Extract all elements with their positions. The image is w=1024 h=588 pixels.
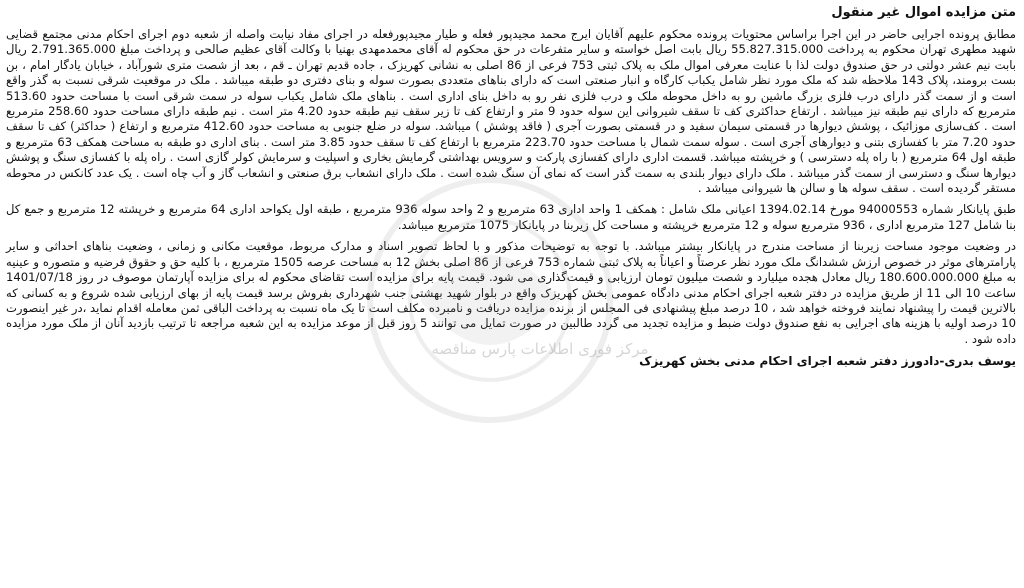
document-title: متن مزایده اموال غیر منقول [831,5,1016,20]
paragraph-completion-certificate: طبق پایانکار شماره 94000553 مورخ 1394.02.14 اعیانی ملک شامل : همکف 1 واحد اداری 63 مترمربع و 2 واحد سوله 936 مترمربع ، طبقه اول یکواحد اداری 64 مترمربع و خرپشته 12 مترمربع و جمع کل بنا شامل 127 مترمربع اداری ، 936 مترمربع سوله و 12 مترمربع خرپشته و مساحت کل زیربنا در پایانکار 1075 مترمربع میباشد. [6,202,1016,232]
paragraph-valuation-and-auction: در وضعیت موجود مساحت زیربنا از مساحت مندرج در پایانکار بیشتر میباشد. با توجه به توضیحات مذکور و با لحاظ تصویر اسناد و مدارک مربوط، موقعیت مکانی و زمانی ، وضعیت بناهای احداثی و سایر پارامترهای موثر در خصوص ارزش ششدانگ ملک مورد نظر عرصتاً و اعیاناً به پلاک ثبتی شماره 753 فرعی از 86 اصلی بخش 12 به مساحت عرصه 1505 مترمربع ، با کلیه حق و حقوق فرضیه و متصوره و عینیه به مبلغ 180.600.000.000 ریال معادل هجده میلیارد و شصت میلیون تومان ارزیابی و قیمت‌گذاری می شود. قیمت پایه برای مزایده است تقاضای محکوم له برای مزایده آپارتمان موصوف در روز 1401/07/18 ساعت 10 الی 11 از طریق مزایده در دفتر شعبه اجرای احکام مدنی دادگاه عمومی بخش کهریزک واقع در بلوار شهید بهشتی جنب شهرداری بفروش برسد قیمت پایه از بهای ارزیابی شده شروع و به کسانی که بالاترین قیمت را پیشنهاد نمایند فروخته خواهد شد ، 10 درصد مبلغ پیشنهادی فی المجلس از برنده مزایده دریافت و نامبرده مکلف است تا یک ماه نسبت به پرداخت الباقی ثمن معامله اقدام نماید ،در غیر اینصورت 10 درصد اولیه با هزینه های اجرایی به نفع صندوق دولت ضبط و مزایده تجدید می گردد طالبین در صورت تمایل می توانند 5 روز قبل از موعد مزایده به این شعبه مراجعه تا ترتیب بازدید آنان از ملک مورد مزایده داده شود . [6,239,1017,346]
signature-line: یوسف بدری-دادورز دفتر شعبه اجرای احکام مدنی بخش کهریزک [639,354,1016,369]
watermark-text: مرکز فوری اطلاعات پارس مناقصه [431,340,649,358]
auction-notice-document [6,4,1016,584]
paragraph-property-description: مطابق پرونده اجرایی حاضر در این اجرا براساس محتویات پرونده محکوم علیهم آقایان ایرج محمد مجیدپور فعله و طیار مجیدپورفعله در اجرای مفاد نیابت واصله از شعبه دوم اجرای احکام مدنی مجتمع قضایی شهید مطهری تهران محکوم به پرداخت 55.827.315.000 ریال بابت اصل خواسته و سایر متفرعات در حق محکوم له آقای محمدمهدی بهنیا با وکالت آقای عظیم صالحی و پرداخت مبلغ 2.791.365.000 ریال بابت نیم عشر دولتی در حق صندوق دولت لذا با عنایت معرفی اموال ملک به پلاک ثبتی 753 فرعی از 86 اصلی به نشانی کهریزک ، جاده قدیم تهران ـ قم ، بعد از شصت متری شورآباد ، خیابان یادگار امام ، بن بست برومند، پلاک 143 ملاحظه شد که ملک مورد نظر شامل یکباب کارگاه و انبار صنعتی است که دارای بناهای متعددی بصورت سوله و بنای دفتری دو طبقه میباشد . ملک در موقعیت شرقی نسبت به گذر واقع است و از سمت گذر دارای درب فلزی بزرگ ماشین رو به داخل محوطه ملک و درب فلزی نفر رو به داخل بنای اداری است . بناهای ملک شامل یکباب سوله در سمت شرقی است با مساحت حدود 513.60 مترمربع که دارای نیم طبقه نیز میباشد . ارتفاع حداکثری کف تا سقف شیروانی این سوله حدود 9 متر و ارتفاع کف تا زیر سقف نیم طبقه حدود 4.20 متر است . نیم طبقه دارای مساحت حدود 258.60 مترمربع است . کف‌سازی موزائیک ، پوشش دیوارها در قسمتی سیمان سفید و در قسمتی بصورت آجری ( فاقد پوشش ) میباشد. سوله در ضلع جنوبی به مساحت حدود 412.60 مترمربع و ارتفاع ( حداکثر) کف تا سقف حدود 7.20 متر با کفسازی بتنی و دیوارهای آجری است . سوله سمت شمال با مساحت حدود 223.70 مترمربع با ارتفاع کف تا سقف حدود 3.85 متر است . بنای اداری دو طبقه به مساحت همکف 63 مترمربع و طبقه اول 64 مترمربع ( با راه پله دسترسی ) و خرپشته میباشد. قسمت اداری دارای کفسازی پارکت و سرویس بهداشتی گرمایش بخاری و اسپلیت و سرمایش کولر گازی است . راه پله با کفسازی سنگ و پوشش دیوارها سنگ و دسترسی از سمت گذر میباشد . ملک دارای دیوار بلندی به سمت گذر است که نمای آن سنگ شده است . ملک دارای انشعاب برق صنعتی و انشعاب گاز و آب چاه است . یک عدد کانکس در محوطه مستقر گردیده است . سقف سوله ها و سالن ها شیروانی میباشد . [6,27,1017,196]
